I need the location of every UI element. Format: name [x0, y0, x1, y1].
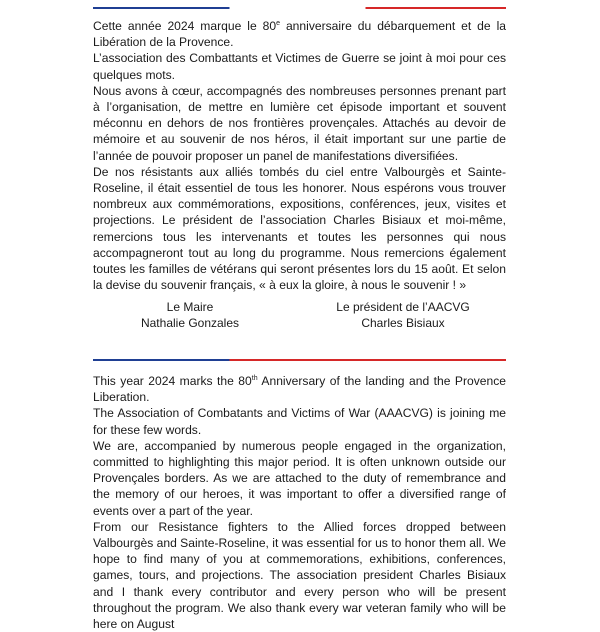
fr-paragraph-3: Nous avons à cœur, accompagnés des nombreuses personnes prenant part à l’organisation, de mettre en lumière cet épisode important et souvent méconnu en dehors de nos frontières provençales. Attachés au devoir de mémoire et au souvenir de nos héros, il était important sur une partie de l’année de pouvoir proposer un panel de manifestations diversifiées. — [93, 83, 506, 163]
signature-president-title: Le président de l’AACVG — [336, 300, 470, 314]
en-paragraph-4: From our Resistance fighters to the Allied forces dropped between Valbourgès and Sainte-Roseline, it was essential for us to honor them all. We hope to find many of you at commemorations, exhibitions, conferences, games, tours, and projections. The association president Charles Bisiaux and I thank every contributor and every person who will be present throughout the program. We also thank every war veteran family who will be here on August — [93, 519, 506, 632]
signature-mayor — [90, 299, 290, 331]
fr-paragraph-1: Cette année 2024 marque le 80e anniversaire du débarquement et de la Libération de la Provence. — [93, 19, 506, 50]
fr-paragraph-4: De nos résistants aux alliés tombés du ciel entre Valbourgès et Sainte-Roseline, il était essentiel de tous les honorer. Nous espérons vous trouver nombreux aux commémorations, expositions, conférences, jeux, visites et projections. Le président de l’association Charles Bisiaux et moi-même, remercions tous les intervenants et toutes les personnes qui nous accompagneront tout au long du programme. Nous remercions également toutes les familles de vétérans qui seront présentes lors du 15 août. Et selon la devise du souvenir français, « à eux la gloire, à nous le souvenir ! » — [93, 164, 506, 293]
en-paragraph-2: The Association of Combatants and Victims of War (AAACVG) is joining me for these few words. — [93, 406, 506, 437]
signature-mayor-title: Le Maire — [166, 300, 214, 314]
signature-president — [303, 299, 503, 331]
signature-president-name: Charles Bisiaux — [361, 316, 445, 330]
french-foreword — [93, 18, 506, 293]
fr-paragraph-2: L’association des Combattants et Victimes de Guerre se joint à moi pour ces quelques mots. — [93, 51, 506, 82]
en-paragraph-3: We are, accompanied by numerous people engaged in the organization, committed to highlighting this major period. It is often unknown outside our Provençales borders. As we are attached to the duty of remembrance and the memory of our heroes, it was important to offer a diversified range of events over a part of the year. — [93, 438, 506, 518]
tricolor-rule-top — [93, 7, 506, 9]
en-paragraph-1: This year 2024 marks the 80th Anniversary of the landing and the Provence Liberation. — [93, 374, 506, 405]
english-foreword — [93, 373, 506, 632]
signature-mayor-name: Nathalie Gonzales — [140, 316, 240, 330]
tricolor-rule-middle — [93, 359, 506, 361]
